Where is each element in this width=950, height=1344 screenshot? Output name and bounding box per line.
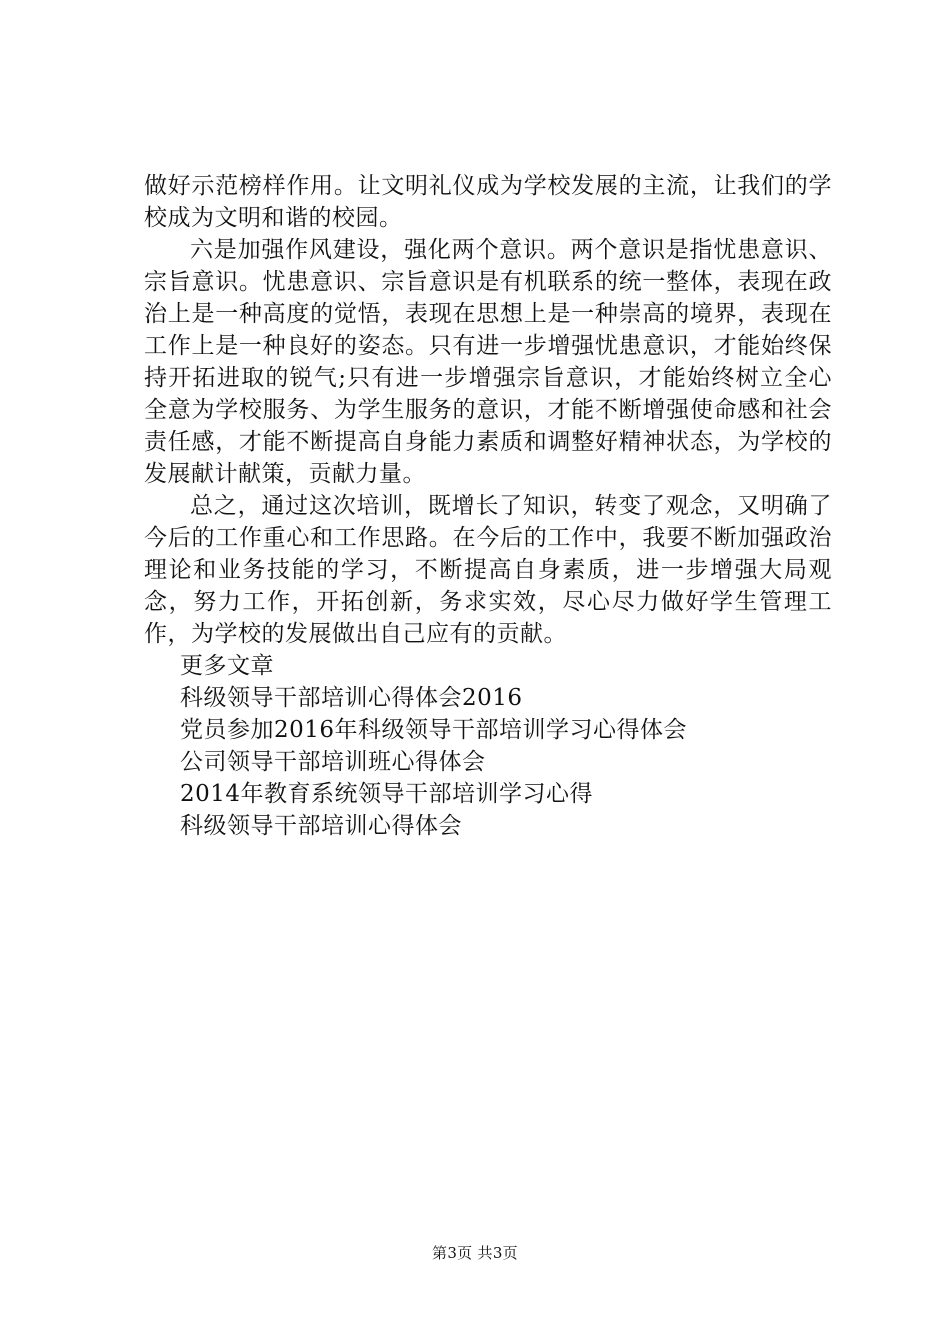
more-article-link[interactable]: 党员参加2016年科级领导干部培训学习心得体会 xyxy=(180,717,688,743)
more-article-link[interactable]: 2014年教育系统领导干部培训学习心得 xyxy=(180,781,594,807)
more-articles-list xyxy=(144,650,832,842)
page-number-footer: 第3页 共3页 xyxy=(432,1244,518,1262)
more-article-link[interactable]: 公司领导干部培训班心得体会 xyxy=(180,749,486,775)
paragraph-work-style: 六是加强作风建设，强化两个意识。两个意识是指忧患意识、宗旨意识。忧患意识、宗旨意识是有机联系的统一整体，表现在政治上是一种高度的觉悟，表现在思想上是一种崇高的境界，表现在工作上是一种良好的姿态。只有进一步增强忧患意识，才能始终保持开拓进取的锐气;只有进一步增强宗旨意识，才能始终树立全心全意为学校服务、为学生服务的意识，才能不断增强使命感和社会责任感，才能不断提高自身能力素质和调整好精神状态，为学校的发展献计献策，贡献力量。 xyxy=(144,237,832,487)
paragraph-civility: 做好示范榜样作用。让文明礼仪成为学校发展的主流，让我们的学校成为文明和谐的校园。 xyxy=(144,173,832,231)
paragraph-conclusion: 总之，通过这次培训，既增长了知识，转变了观念，又明确了今后的工作重心和工作思路。在今后的工作中，我要不断加强政治理论和业务技能的学习，不断提高自身素质，进一步增强大局观念，努力工作，开拓创新，务求实效，尽心尽力做好学生管理工作，为学校的发展做出自己应有的贡献。 xyxy=(144,493,832,647)
more-article-link[interactable]: 科级领导干部培训心得体会2016 xyxy=(180,685,523,711)
more-articles-heading: 更多文章 xyxy=(180,653,274,679)
document-body xyxy=(144,170,832,842)
more-article-link[interactable]: 科级领导干部培训心得体会 xyxy=(180,813,462,839)
